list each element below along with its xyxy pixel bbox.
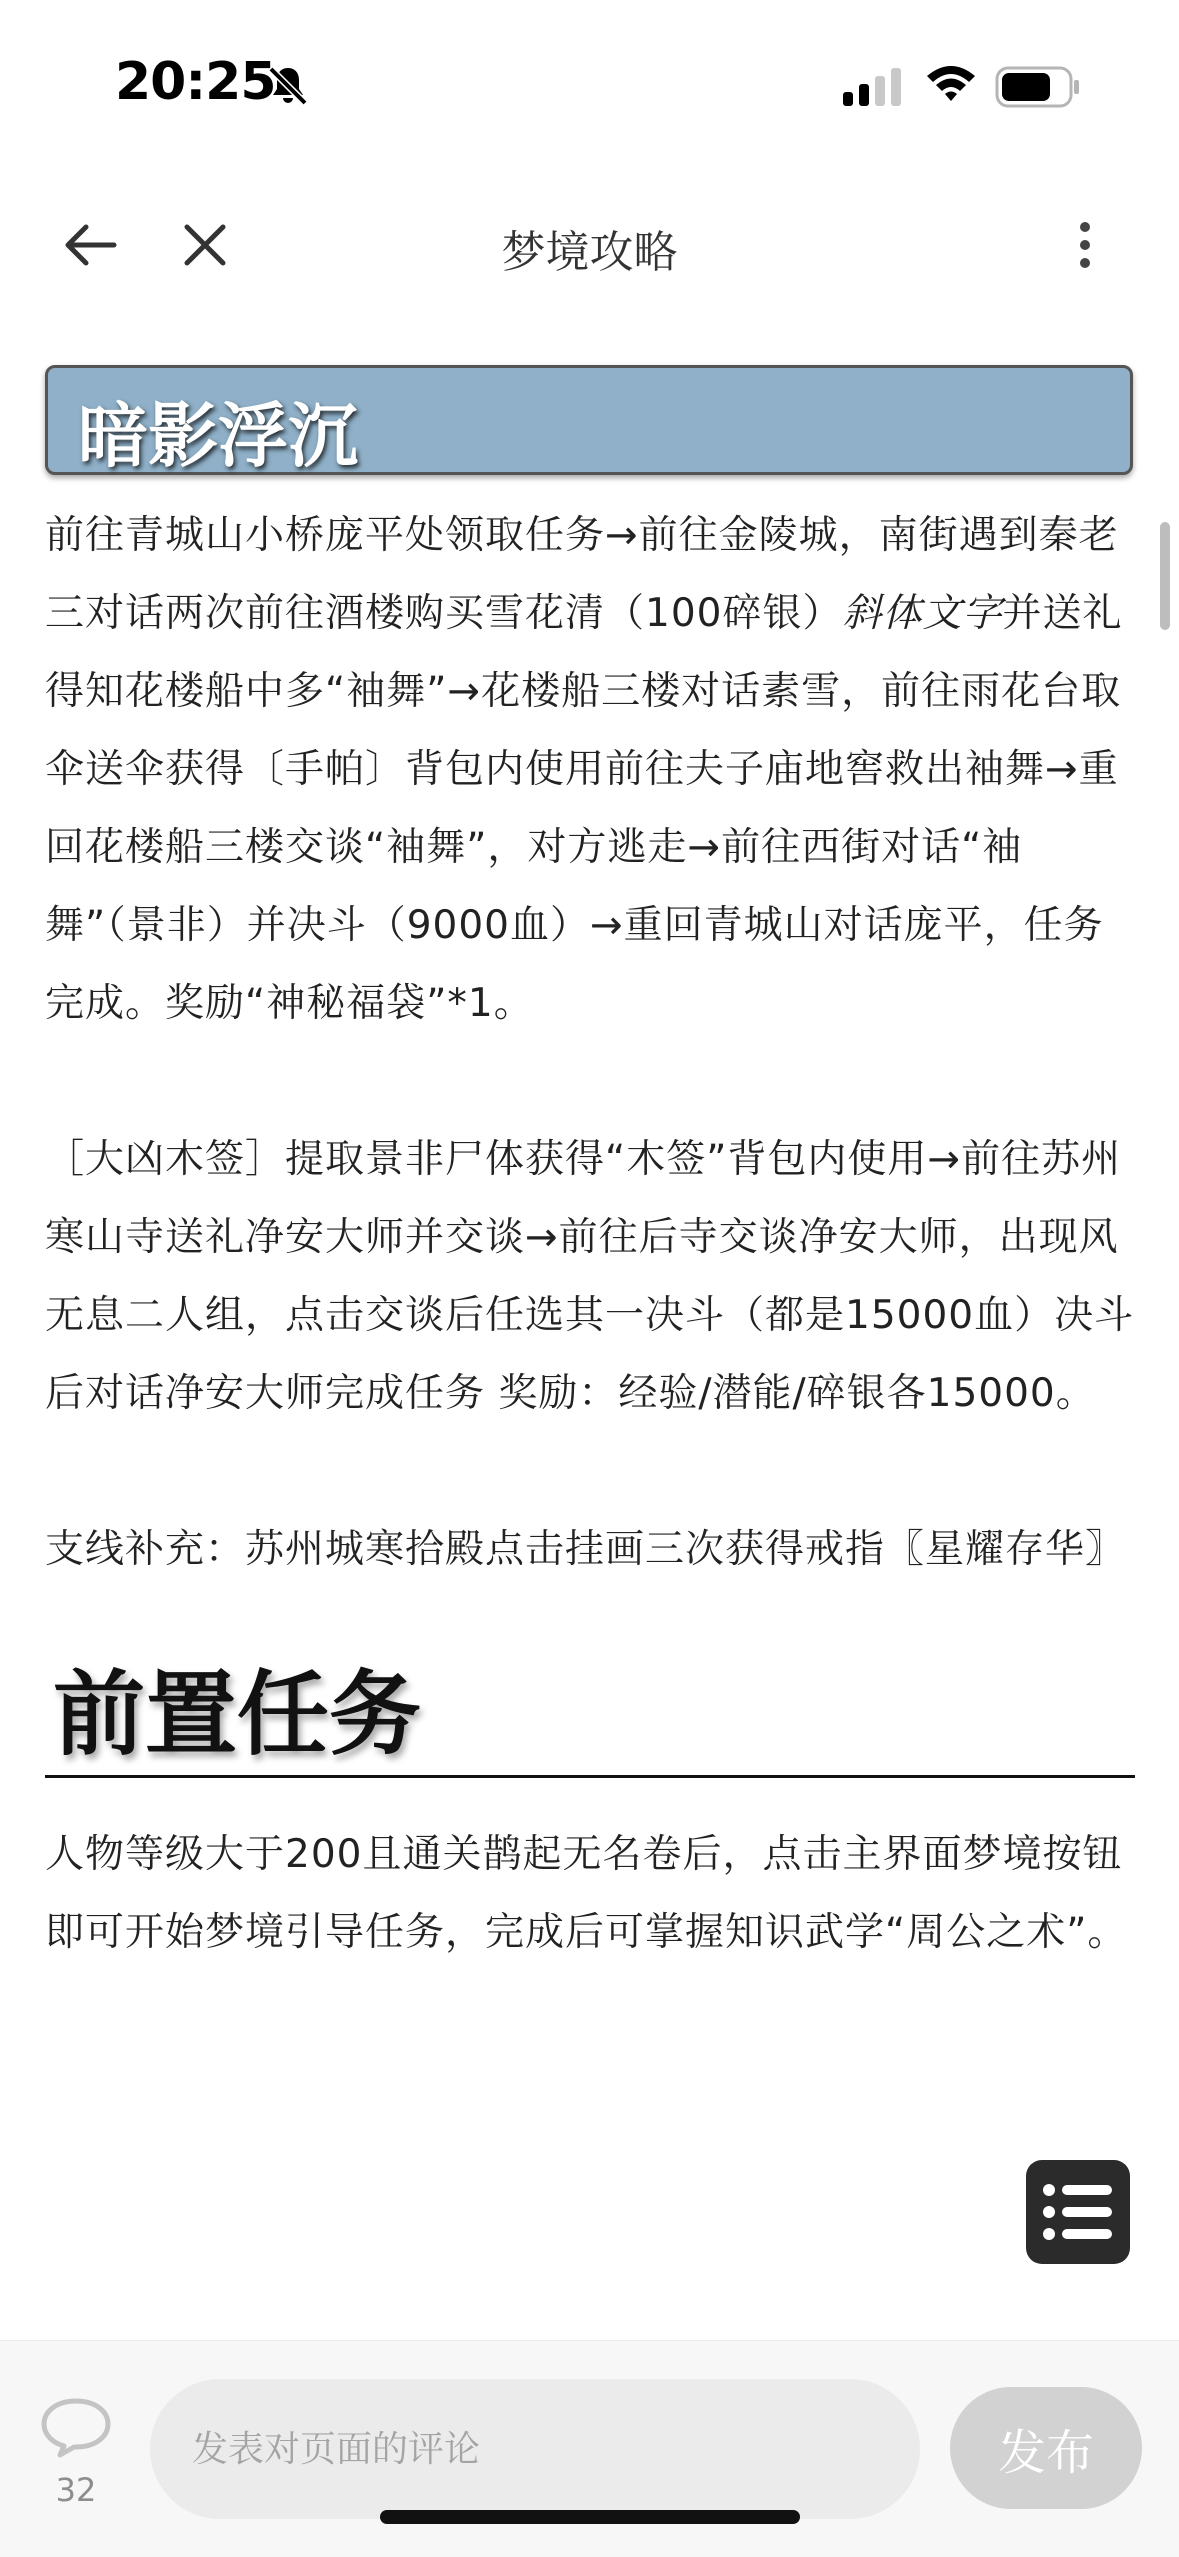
- list-icon: [1042, 2182, 1114, 2242]
- section-banner: [45, 365, 1133, 475]
- toc-button[interactable]: [1026, 2160, 1130, 2264]
- battery-icon: [995, 66, 1081, 108]
- scrollbar[interactable]: [1160, 522, 1170, 630]
- bell-off-icon: [264, 62, 312, 110]
- italic-text: 斜体文字: [842, 591, 1003, 636]
- section-title: 暗影浮沉: [78, 395, 358, 477]
- paragraph-side-quest: 支线补充：苏州城寒拾殿点击挂画三次获得戒指〖星耀存华〗: [45, 1527, 1126, 1572]
- paragraph-text: 并送礼得知花楼船中多“袖舞”→花楼船三楼对话素雪，前往雨花台取伞送伞获得〔手帕〕背包内使用前往夫子庙地窖救出袖舞→重回花楼船三楼交谈“袖舞”，对方逃走→前往西街对话“袖舞”（景非）并决斗（9000血）→重回青城山对话庞平，任务完成。奖励“神秘福袋”*1。: [45, 591, 1123, 1026]
- comment-input[interactable]: [150, 2379, 920, 2519]
- signal-icon: [843, 68, 905, 108]
- comment-count: 32: [55, 2471, 97, 2509]
- article-content: [45, 365, 1135, 1972]
- publish-button[interactable]: 发布: [950, 2387, 1142, 2509]
- heading-prerequisite: [45, 1633, 1135, 1778]
- heading-text: 前置任务: [53, 1661, 422, 1768]
- wifi-icon: [924, 62, 978, 106]
- more-button[interactable]: [1055, 210, 1115, 280]
- status-bar: [0, 0, 1179, 150]
- home-indicator[interactable]: [380, 2510, 800, 2524]
- paragraph-wooden-lot: ［大凶木签］提取景非尸体获得“木签”背包内使用→前往苏州寒山寺送礼净安大师并交谈→前往后寺交谈净安大师，出现风无息二人组，点击交谈后任选其一决斗（都是15000血）决斗后对话净安大师完成任务 奖励：经验/潜能/碎银各15000。: [45, 1137, 1135, 1416]
- page-title: 梦境攻略: [501, 227, 678, 278]
- paragraph-prerequisite: 人物等级大于200且通关鹊起无名卷后，点击主界面梦境按钮即可开始梦境引导任务，完成后可掌握知识武学“周公之术”。: [45, 1832, 1128, 1955]
- paragraph-text: 前往青城山小桥庞平处领取任务→前往金陵城，南街遇到秦老三对话两次前往酒楼购买雪花清（100碎银）: [45, 513, 1119, 636]
- comment-bubble-icon[interactable]: [40, 2397, 112, 2459]
- status-time: 20:25: [115, 52, 276, 112]
- more-vertical-icon: [1079, 221, 1091, 269]
- nav-bar: [0, 180, 1179, 310]
- comment-bar: [0, 2340, 1179, 2557]
- paragraph-quest-steps: [45, 497, 1135, 1043]
